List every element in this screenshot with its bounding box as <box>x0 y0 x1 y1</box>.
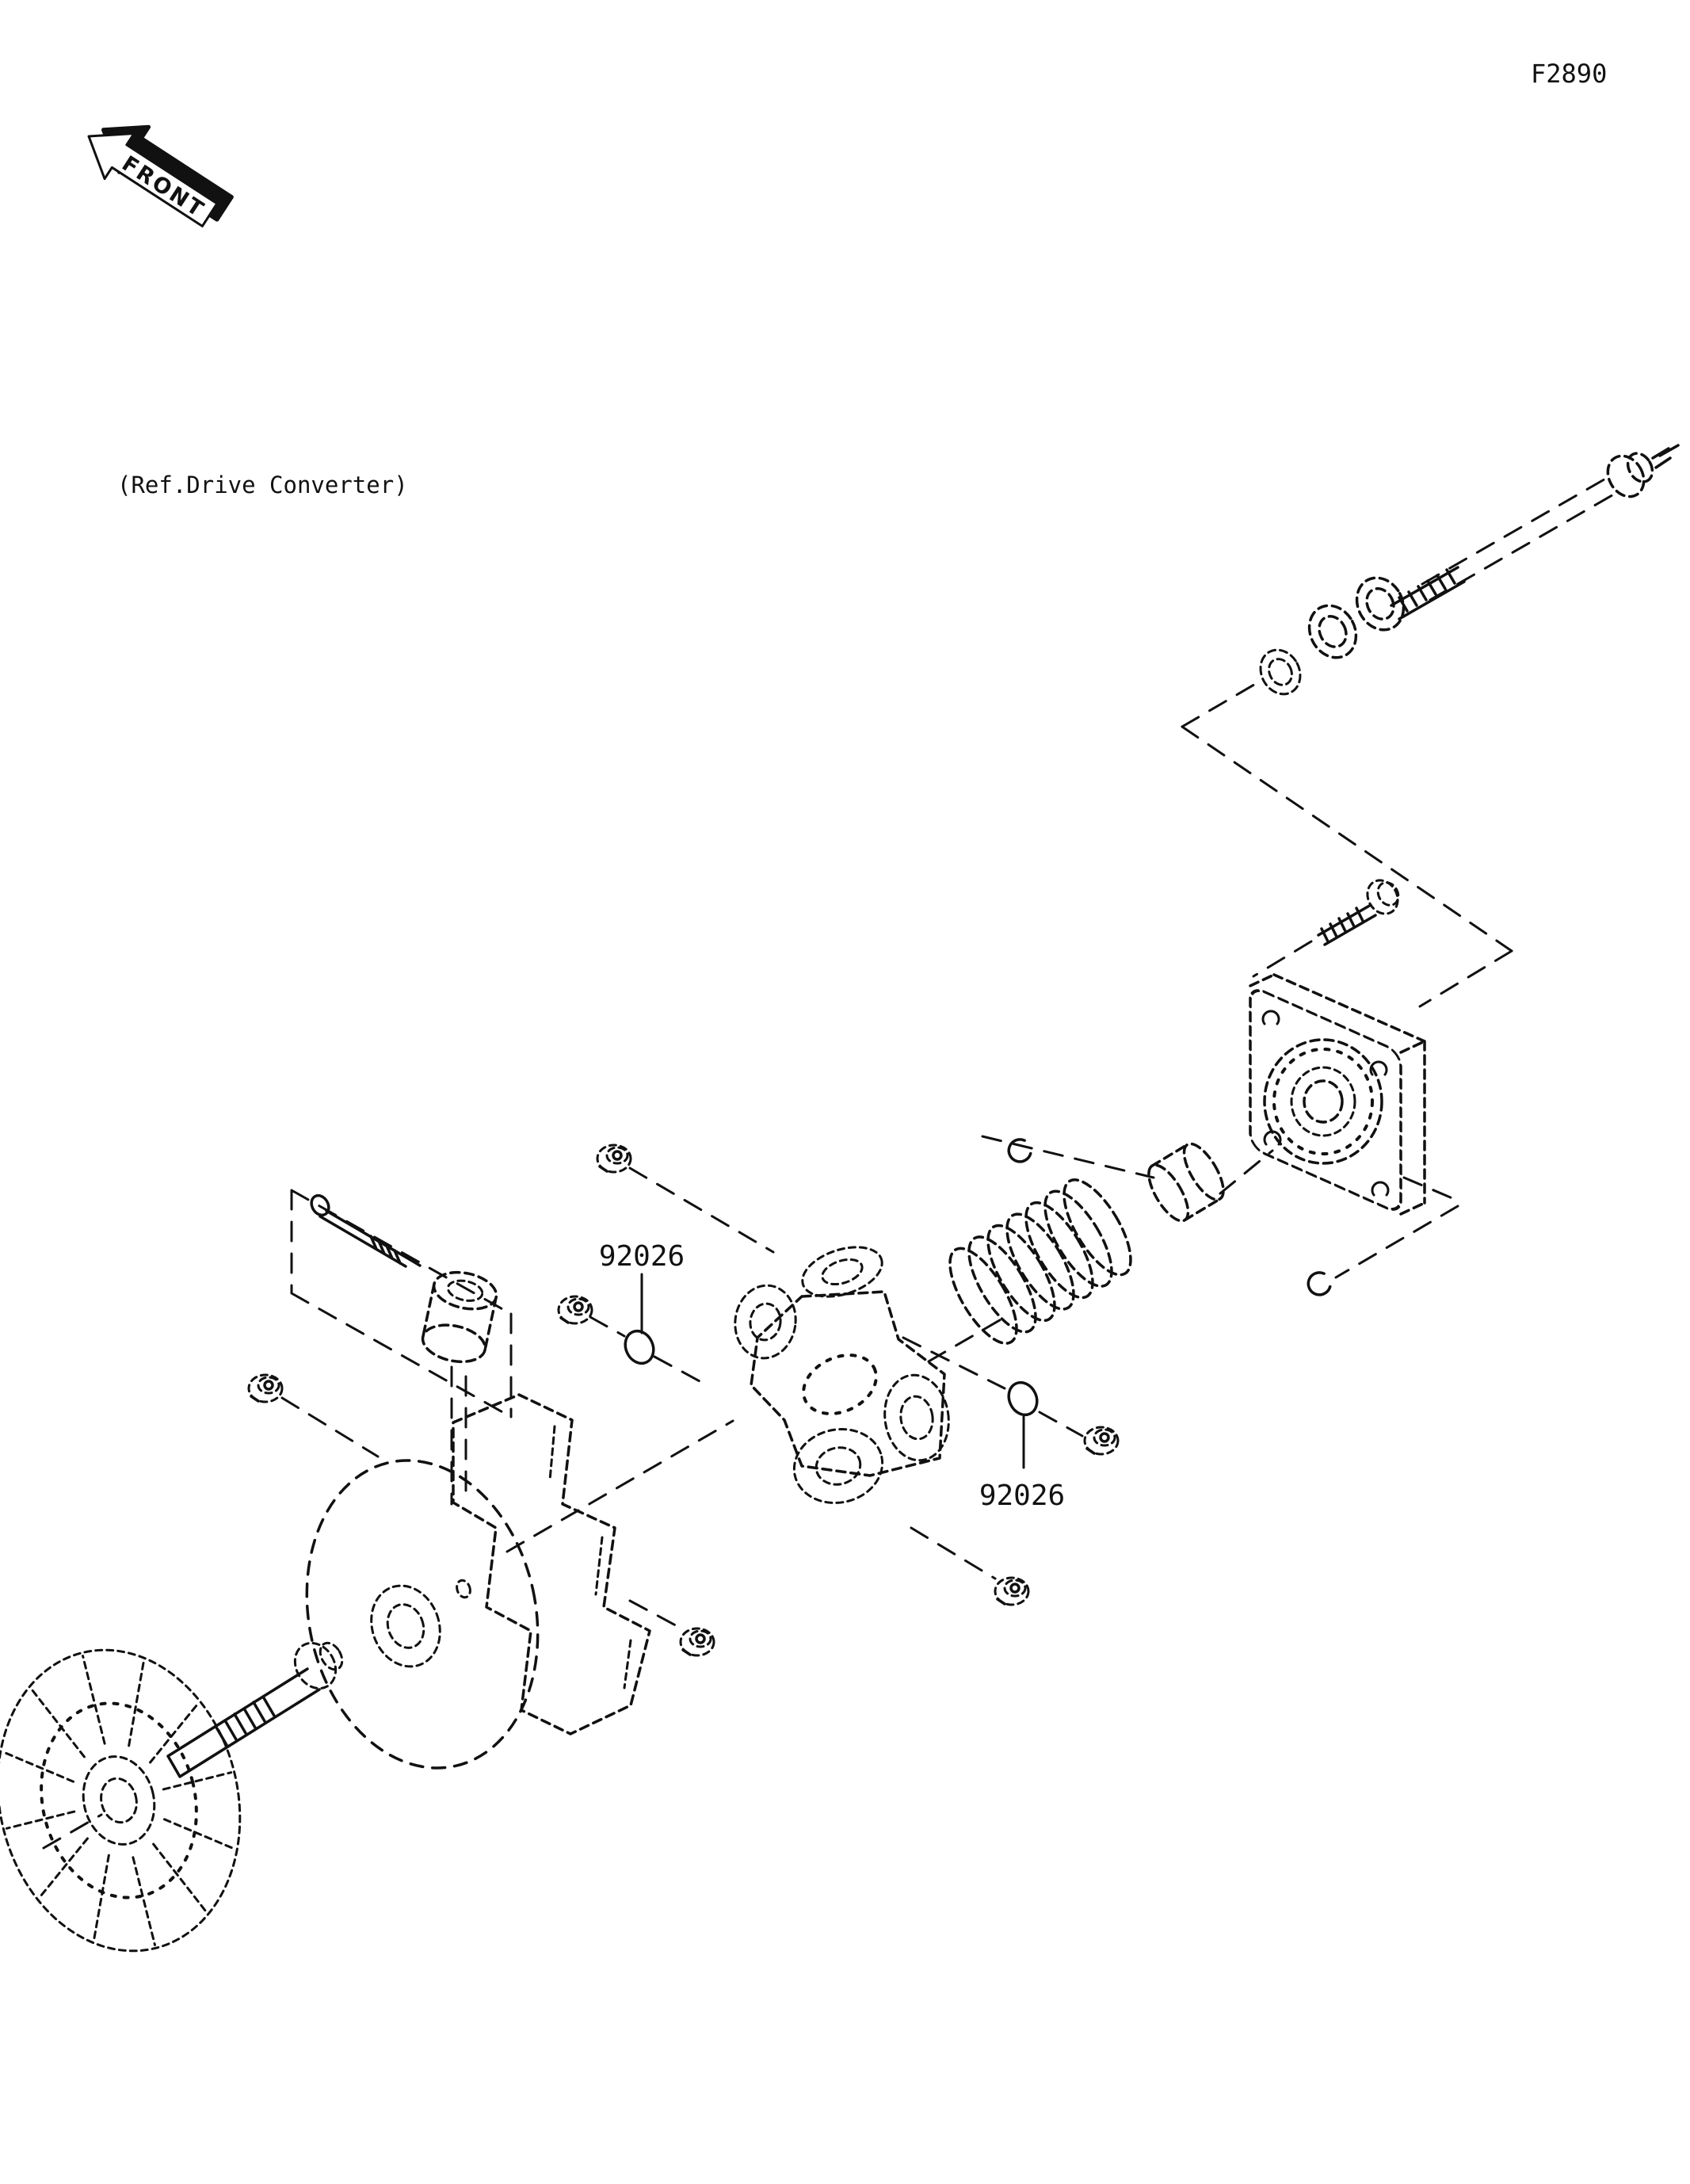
ramp-steps <box>453 1395 650 1734</box>
part-callout-upper[interactable] <box>599 1240 685 1333</box>
front-direction-arrow <box>74 102 238 242</box>
weight-pin-bolt <box>308 1193 420 1266</box>
coil-spring <box>937 1170 1143 1354</box>
front-arrow-label: FRONT <box>117 151 210 223</box>
figure-code: F2890 <box>1531 59 1608 89</box>
fan-fins <box>0 1628 267 1972</box>
reference-caption: (Ref.Drive Converter) <box>117 472 408 498</box>
part-number-label[interactable]: 92026 <box>598 1240 685 1273</box>
washer-small <box>1253 643 1307 701</box>
movable-drive-face <box>279 1395 650 1789</box>
part-number-label[interactable]: 92026 <box>979 1480 1066 1512</box>
circlip <box>1305 1270 1332 1299</box>
flange-bolt <box>1318 875 1404 945</box>
o-ring <box>1004 1378 1043 1419</box>
flange-nut <box>1085 1427 1118 1454</box>
flange-bolt-hole <box>1263 1011 1279 1024</box>
spider-ramp-plate <box>731 1238 954 1510</box>
fixed-drive-face <box>0 1624 346 1976</box>
flange-bearing <box>1265 1040 1382 1163</box>
bearing-flange-plate <box>1250 975 1425 1214</box>
washer-spring-seat <box>1300 598 1364 666</box>
o-ring <box>620 1327 659 1368</box>
construction-lines <box>44 682 1512 1848</box>
roller-weight <box>419 1267 500 1367</box>
flange-nut <box>681 1628 714 1655</box>
part-callout-lower[interactable] <box>979 1417 1065 1512</box>
flange-nut <box>559 1296 592 1323</box>
spacer-collar <box>1141 1138 1230 1227</box>
clutch-bolt <box>1391 445 1678 619</box>
flange-nut <box>995 1578 1028 1605</box>
flange-nut <box>249 1375 282 1402</box>
flange-bolt-hole <box>1372 1182 1388 1195</box>
flange-nut <box>597 1145 631 1172</box>
circlip <box>1005 1137 1032 1166</box>
